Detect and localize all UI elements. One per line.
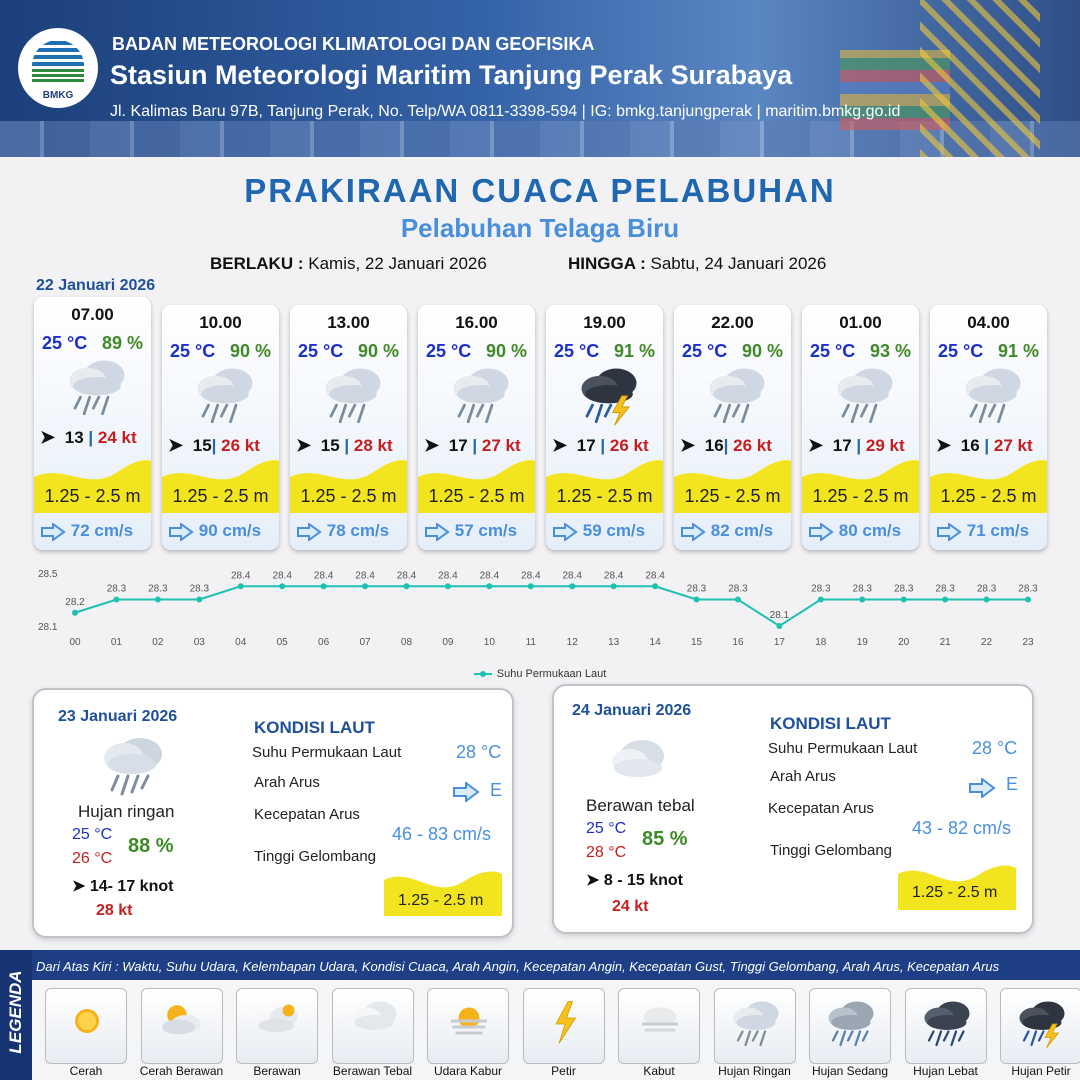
current-arrow-icon xyxy=(452,782,480,802)
sst-data-label: 28.3 xyxy=(852,583,872,595)
logo-text: BMKG xyxy=(42,90,74,101)
sst-data-label: 28.3 xyxy=(1018,583,1038,595)
forecast-time: 10.00 xyxy=(199,313,242,332)
day3-speed-label: Kecepatan Arus xyxy=(768,800,874,817)
hujan-ringan-icon xyxy=(448,363,514,429)
wind-arrow-icon: ➤ xyxy=(168,435,184,455)
day3-speed-value: 43 - 82 cm/s xyxy=(912,818,1012,838)
gust-speed: 28 kt xyxy=(353,436,393,455)
sst-data-label: 28.3 xyxy=(189,583,210,595)
sst-data-label: 28.3 xyxy=(811,583,831,595)
x-tick-label: 09 xyxy=(442,637,454,648)
hujan-petir-icon xyxy=(576,363,642,429)
day3-weather-icon xyxy=(608,734,668,782)
day2-dir-label: Arah Arus xyxy=(254,774,320,791)
sst-data-label: 28.4 xyxy=(355,570,375,582)
weather-icon xyxy=(320,363,386,429)
forecast-current: 59 cm/s xyxy=(552,521,657,541)
wind-speed: 17 xyxy=(576,436,596,455)
forecast-wave: 1.25 - 2.5 m xyxy=(300,486,397,506)
x-tick-label: 06 xyxy=(318,637,330,648)
day2-wave-value: 1.25 - 2.5 m xyxy=(398,892,484,909)
sst-data-point xyxy=(403,583,409,589)
day3-dir-label: Arah Arus xyxy=(770,768,836,785)
forecast-current: 71 cm/s xyxy=(936,521,1041,541)
legend-item-label: Hujan Lebat xyxy=(913,1064,978,1078)
current-arrow-icon xyxy=(168,523,194,541)
x-tick-label: 12 xyxy=(566,637,578,648)
forecast-card xyxy=(930,305,1047,550)
forecast-wave: 1.25 - 2.5 m xyxy=(44,486,141,506)
wind-separator: | xyxy=(979,436,994,455)
day2-sst-label: Suhu Permukaan Laut xyxy=(252,744,402,761)
forecast-humidity: 90 % xyxy=(357,341,399,361)
crane-illustration xyxy=(920,0,1040,157)
page-title: PRAKIRAAN CUACA PELABUHAN xyxy=(244,172,836,209)
forecast-temp: 25 °C xyxy=(42,333,88,353)
wind-separator: | xyxy=(851,436,866,455)
sst-data-point xyxy=(445,583,451,589)
hujan-ringan-icon xyxy=(960,363,1026,429)
valid-to: HINGGA : Sabtu, 24 Januari 2026 xyxy=(568,254,827,273)
forecast-card xyxy=(802,305,919,550)
day2-sea-title: KONDISI LAUT xyxy=(254,718,375,737)
day2-wind: ➤ 14- 17 knot xyxy=(72,878,174,895)
current-arrow-icon xyxy=(40,523,66,541)
forecast-current: 57 cm/s xyxy=(424,521,529,541)
legend-side xyxy=(0,950,32,1080)
x-tick-label: 08 xyxy=(400,637,413,648)
legend-item-label: Kabut xyxy=(643,1064,675,1078)
legend-item xyxy=(45,988,127,1064)
forecast-time: 04.00 xyxy=(967,313,1010,332)
forecast-card xyxy=(418,305,535,550)
day2-date: 23 Januari 2026 xyxy=(58,708,178,725)
wind-speed: 15 xyxy=(320,436,340,455)
sst-data-point xyxy=(196,597,202,603)
legend-marker-icon xyxy=(474,670,492,678)
x-tick-label: 00 xyxy=(69,637,81,648)
forecast-wave: 1.25 - 2.5 m xyxy=(556,486,653,506)
wind-arrow-icon: ➤ xyxy=(296,435,312,455)
forecast-current: 80 cm/s xyxy=(808,521,913,541)
hujan-ringan-icon xyxy=(704,363,770,429)
legend-item-label: Hujan Ringan xyxy=(718,1064,791,1078)
x-tick-label: 03 xyxy=(193,637,205,648)
legend-item-label: Hujan Sedang xyxy=(811,1064,889,1078)
legend-item-label: Cerah xyxy=(69,1064,103,1078)
wind-arrow-icon: ➤ xyxy=(424,435,440,455)
sst-data-point xyxy=(238,583,244,589)
wind-arrow-icon: ➤ xyxy=(586,872,600,889)
current-arrow-icon xyxy=(424,523,450,541)
x-tick-label: 07 xyxy=(359,637,371,648)
sst-data-label: 28.3 xyxy=(148,583,168,595)
legend-item xyxy=(141,988,223,1064)
sst-data-point xyxy=(984,597,990,603)
y-tick-label: 28.1 xyxy=(38,622,58,633)
sst-data-label: 28.4 xyxy=(521,570,541,582)
wind-speed: 15 xyxy=(192,436,212,455)
day2-weather-icon xyxy=(94,730,168,798)
weather-icon xyxy=(576,363,642,429)
sst-data-label: 28.4 xyxy=(603,570,624,582)
wind-arrow-icon: ➤ xyxy=(680,435,696,455)
forecast-card xyxy=(162,305,279,550)
forecast-humidity: 93 % xyxy=(869,341,911,361)
current-arrow-icon xyxy=(936,523,962,541)
sst-data-label: 28.4 xyxy=(438,570,458,582)
sst-data-label: 28.3 xyxy=(686,583,707,595)
wind-arrow-icon: ➤ xyxy=(936,435,952,455)
forecast-time: 13.00 xyxy=(327,313,370,332)
forecast-wave: 1.25 - 2.5 m xyxy=(812,486,909,506)
x-tick-label: 16 xyxy=(732,637,744,648)
forecast-time: 07.00 xyxy=(71,305,114,324)
x-tick-label: 20 xyxy=(898,637,910,648)
sst-data-label: 28.1 xyxy=(769,610,790,621)
sst-data-point xyxy=(321,583,327,589)
udara-kabur-icon xyxy=(442,997,496,1051)
sst-data-point xyxy=(113,597,119,603)
wind-separator: | xyxy=(723,436,734,455)
day3-sea-title: KONDISI LAUT xyxy=(770,714,891,733)
forecast-time: 22.00 xyxy=(711,313,754,332)
sst-data-point xyxy=(942,597,948,603)
day3-gust: 24 kt xyxy=(612,898,649,915)
legend-item xyxy=(427,988,509,1064)
day3-panel xyxy=(552,684,1034,934)
weather-icon xyxy=(448,363,514,429)
day3-sst-label: Suhu Permukaan Laut xyxy=(768,740,918,757)
wind-arrow-icon: ➤ xyxy=(72,878,86,895)
day3-wave-value: 1.25 - 2.5 m xyxy=(912,884,998,901)
sst-data-label: 28.2 xyxy=(65,596,85,608)
gust-speed: 26 kt xyxy=(733,436,772,455)
wind-speed: 13 xyxy=(64,428,84,447)
forecast-humidity: 90 % xyxy=(229,341,271,361)
sst-data-label: 28.3 xyxy=(893,583,914,595)
forecast-card xyxy=(546,305,663,550)
sst-data-point xyxy=(611,583,617,589)
x-tick-label: 22 xyxy=(981,637,993,648)
forecast-current: 82 cm/s xyxy=(680,521,785,541)
sst-data-point xyxy=(486,583,492,589)
sst-data-point xyxy=(818,597,824,603)
day3-wind: ➤ 8 - 15 knot xyxy=(586,872,683,889)
day2-wave-label: Tinggi Gelombang xyxy=(254,848,377,865)
x-tick-label: 05 xyxy=(276,637,288,648)
sst-data-label: 28.3 xyxy=(106,583,127,595)
forecast-wave: 1.25 - 2.5 m xyxy=(172,486,269,506)
sst-data-point xyxy=(652,583,658,589)
bmkg-logo xyxy=(18,28,98,108)
x-tick-label: 15 xyxy=(690,637,703,648)
sst-data-point xyxy=(279,583,285,589)
forecast-temp: 25 °C xyxy=(554,341,600,361)
forecast-temp: 25 °C xyxy=(426,341,472,361)
x-tick-label: 17 xyxy=(773,637,785,648)
legend-item xyxy=(523,988,605,1064)
sst-data-label: 28.4 xyxy=(396,570,417,582)
forecast-current: 90 cm/s xyxy=(168,521,273,541)
kabut-icon xyxy=(633,997,687,1051)
weather-icon xyxy=(832,363,898,429)
x-tick-label: 10 xyxy=(483,637,495,648)
legend-item-label: Udara Kabur xyxy=(433,1064,503,1078)
day3-wave-label: Tinggi Gelombang xyxy=(770,842,893,859)
current-arrow-icon xyxy=(296,523,322,541)
page-subtitle: Pelabuhan Telaga Biru xyxy=(400,213,680,243)
x-tick-label: 23 xyxy=(1022,637,1034,648)
x-tick-label: 14 xyxy=(649,637,661,648)
forecast-current: 78 cm/s xyxy=(296,521,401,541)
valid-from: BERLAKU : Kamis, 22 Januari 2026 xyxy=(210,254,487,273)
forecast-wave: 1.25 - 2.5 m xyxy=(428,486,525,506)
legend-item xyxy=(1000,988,1080,1064)
hujan-ringan-icon xyxy=(192,363,258,429)
day2-dir-value: E xyxy=(490,780,503,800)
weather-icon xyxy=(960,363,1026,429)
berawan-tebal-icon xyxy=(347,997,401,1051)
day2-humidity: 88 % xyxy=(128,835,174,857)
gust-speed: 27 kt xyxy=(481,436,521,455)
forecast-wind xyxy=(40,427,145,448)
forecast-card xyxy=(674,305,791,550)
weather-icon xyxy=(704,363,770,429)
legend-item xyxy=(809,988,891,1064)
forecast-wave: 1.25 - 2.5 m xyxy=(684,486,781,506)
hujan-petir-icon xyxy=(1015,997,1069,1051)
sst-data-label: 28.4 xyxy=(562,570,582,582)
hujan-lebat-icon xyxy=(920,997,974,1051)
day3-condition: Berawan tebal xyxy=(586,796,695,815)
day2-condition: Hujan ringan xyxy=(78,802,175,821)
forecast-temp: 25 °C xyxy=(298,341,344,361)
day2-speed-value: 46 - 83 cm/s xyxy=(392,824,492,844)
org-name: BADAN METEOROLOGI KLIMATOLOGI DAN GEOFISIKA xyxy=(112,34,595,54)
x-tick-label: 19 xyxy=(856,637,868,648)
sst-data-point xyxy=(694,597,700,603)
wind-speed: 16 xyxy=(704,436,724,455)
day3-date: 24 Januari 2026 xyxy=(572,702,692,719)
sst-data-label: 28.4 xyxy=(313,570,334,582)
day2-sst-value: 28 °C xyxy=(456,742,502,762)
cerah-icon xyxy=(60,997,114,1051)
day3-dir-value: E xyxy=(1006,774,1019,794)
day3-temp-min: 25 °C xyxy=(586,820,627,837)
weather-icon xyxy=(64,355,130,421)
wind-arrow-icon: ➤ xyxy=(808,435,824,455)
wind-speed: 17 xyxy=(448,436,468,455)
sst-data-point xyxy=(569,583,575,589)
legend-item xyxy=(618,988,700,1064)
legend-item xyxy=(236,988,318,1064)
sst-data-point xyxy=(776,623,782,629)
forecast-humidity: 91 % xyxy=(997,341,1039,361)
cerah-berawan-icon xyxy=(156,997,210,1051)
x-tick-label: 18 xyxy=(815,637,827,648)
forecast-wind xyxy=(552,435,657,456)
y-tick-label: 28.5 xyxy=(38,569,58,580)
berawan-icon xyxy=(251,997,305,1051)
sst-data-point xyxy=(1025,597,1031,603)
wind-separator: | xyxy=(339,436,354,455)
day3-sst-value: 28 °C xyxy=(972,738,1018,758)
x-tick-label: 21 xyxy=(939,637,951,648)
header-banner xyxy=(0,0,1080,157)
forecast-current: 72 cm/s xyxy=(40,521,145,541)
legend-item-label: Petir xyxy=(551,1064,576,1078)
x-tick-label: 02 xyxy=(152,637,164,648)
sst-data-point xyxy=(901,597,907,603)
sst-data-label: 28.4 xyxy=(645,570,665,582)
current-arrow-icon xyxy=(808,523,834,541)
sst-data-label: 28.4 xyxy=(272,570,292,582)
legend-item xyxy=(332,988,414,1064)
legend-item-label: Berawan xyxy=(253,1064,301,1078)
wind-separator: | xyxy=(211,436,222,455)
gust-speed: 26 kt xyxy=(609,436,649,455)
forecast-card xyxy=(290,305,407,550)
forecast-wave: 1.25 - 2.5 m xyxy=(940,486,1037,506)
station-name: Stasiun Meteorologi Maritim Tanjung Perak Surabaya xyxy=(110,60,793,90)
hujan-ringan-icon xyxy=(729,997,783,1051)
forecast-time: 16.00 xyxy=(455,313,498,332)
hujan-sedang-icon xyxy=(824,997,878,1051)
day2-temp-min: 25 °C xyxy=(72,826,113,843)
wind-arrow-icon: ➤ xyxy=(40,427,56,447)
current-arrow-icon xyxy=(968,778,996,798)
day2-speed-label: Kecepatan Arus xyxy=(254,806,360,823)
forecast-temp: 25 °C xyxy=(170,341,216,361)
forecast-wind xyxy=(680,435,785,456)
sst-data-point xyxy=(72,610,78,616)
x-tick-label: 13 xyxy=(608,637,620,648)
forecast-temp: 25 °C xyxy=(938,341,984,361)
x-tick-label: 11 xyxy=(525,637,536,648)
day2-gust: 28 kt xyxy=(96,902,133,919)
x-tick-label: 04 xyxy=(235,637,247,648)
sst-data-label: 28.3 xyxy=(976,583,997,595)
legend-item-label: Cerah Berawan xyxy=(139,1064,224,1078)
sst-data-label: 28.4 xyxy=(231,570,251,582)
sst-data-point xyxy=(155,597,161,603)
forecast-humidity: 90 % xyxy=(485,341,527,361)
legend-series-name: Suhu Permukaan Laut xyxy=(496,668,607,680)
forecast-humidity: 90 % xyxy=(741,341,783,361)
legend-item xyxy=(714,988,796,1064)
sst-data-point xyxy=(528,583,534,589)
day2-temp-max: 26 °C xyxy=(72,850,113,867)
wind-arrow-icon: ➤ xyxy=(552,435,568,455)
sst-data-point xyxy=(362,583,368,589)
forecast-wind xyxy=(296,435,401,456)
hujan-ringan-icon xyxy=(64,355,130,421)
legend-item xyxy=(905,988,987,1064)
wind-separator: | xyxy=(467,436,482,455)
wind-speed: 17 xyxy=(832,436,852,455)
forecast-wind xyxy=(936,435,1041,456)
sst-data-label: 28.3 xyxy=(728,583,748,595)
legend-description: Dari Atas Kiri : Waktu, Suhu Udara, Kelembapan Udara, Kondisi Cuaca, Arah Angin, Kecepatan Angin, Kecepatan Gust, Tinggi Gelombang, Arah Arus, Kecepatan Arus xyxy=(36,959,1000,974)
current-arrow-icon xyxy=(552,523,578,541)
forecast-wind xyxy=(168,435,273,456)
wind-separator: | xyxy=(595,436,610,455)
forecast-wind xyxy=(808,435,913,456)
legend-item-label: Berawan Tebal xyxy=(332,1064,413,1078)
chart-legend xyxy=(0,668,1080,680)
gust-speed: 29 kt xyxy=(865,436,905,455)
sst-data-label: 28.3 xyxy=(935,583,955,595)
forecast-date: 22 Januari 2026 xyxy=(36,277,156,294)
day3-humidity: 85 % xyxy=(642,828,688,850)
day2-panel xyxy=(32,688,514,938)
x-tick-label: 01 xyxy=(110,637,122,648)
forecast-temp: 25 °C xyxy=(682,341,728,361)
forecast-wind xyxy=(424,435,529,456)
legend-title: LEGENDA xyxy=(6,970,25,1054)
petir-icon xyxy=(538,997,592,1051)
forecast-humidity: 91 % xyxy=(613,341,655,361)
gust-speed: 27 kt xyxy=(993,436,1033,455)
current-arrow-icon xyxy=(680,523,706,541)
forecast-humidity: 89 % xyxy=(101,333,143,353)
legend-item-label: Hujan Petir xyxy=(1011,1064,1071,1078)
wind-speed: 16 xyxy=(960,436,980,455)
station-address: Jl. Kalimas Baru 97B, Tanjung Perak, No. Telp/WA 0811-3398-594 | IG: bmkg.tanjungperak | maritim.bmkg.go.id xyxy=(110,103,901,120)
forecast-temp: 25 °C xyxy=(810,341,856,361)
weather-icon xyxy=(192,363,258,429)
forecast-time: 01.00 xyxy=(839,313,882,332)
gust-speed: 24 kt xyxy=(97,428,137,447)
forecast-card xyxy=(34,297,151,550)
hujan-ringan-icon xyxy=(320,363,386,429)
sst-data-point xyxy=(859,597,865,603)
gust-speed: 26 kt xyxy=(221,436,260,455)
day3-temp-max: 28 °C xyxy=(586,844,627,861)
hujan-ringan-icon xyxy=(832,363,898,429)
wind-separator: | xyxy=(83,428,98,447)
forecast-time: 19.00 xyxy=(583,313,626,332)
sst-data-point xyxy=(735,597,741,603)
sst-data-label: 28.4 xyxy=(479,570,500,582)
